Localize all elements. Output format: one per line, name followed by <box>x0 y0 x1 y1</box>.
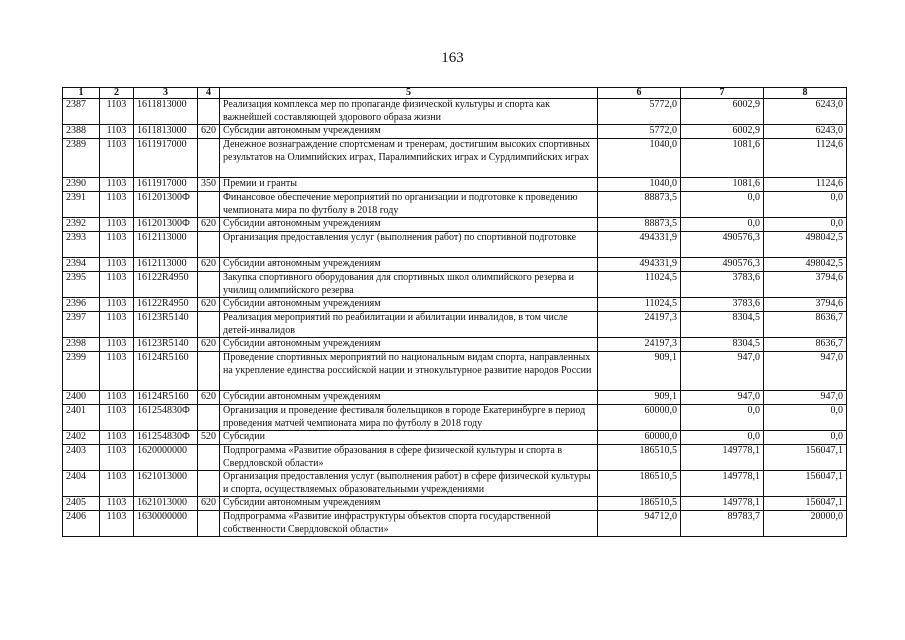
section-code: 1103 <box>100 312 134 338</box>
section-code: 1103 <box>100 338 134 352</box>
row-number: 2400 <box>63 391 100 405</box>
amount-col-8: 1124,6 <box>764 139 847 178</box>
target-article-code: 161254830Ф <box>134 405 198 431</box>
target-article-code: 1621013000 <box>134 471 198 497</box>
target-article-code: 16124R5160 <box>134 391 198 405</box>
row-number: 2394 <box>63 258 100 272</box>
row-name: Субсидии автономным учреждениям <box>220 497 598 511</box>
amount-col-8: 0,0 <box>764 431 847 445</box>
amount-col-6: 186510,5 <box>598 445 681 471</box>
table-body <box>63 99 847 537</box>
expense-type-code <box>198 511 220 537</box>
target-article-code: 1612113000 <box>134 258 198 272</box>
section-code: 1103 <box>100 258 134 272</box>
expense-type-code <box>198 312 220 338</box>
section-code: 1103 <box>100 445 134 471</box>
table-row <box>63 125 847 139</box>
row-name: Проведение спортивных мероприятий по национальным видам спорта, направленных на укрепление единства российской нации и этнокультурное развитие народов России <box>220 352 598 391</box>
row-name: Закупка спортивного оборудования для спортивных школ олимпийского резерва и училищ олимпийского резерва <box>220 272 598 298</box>
row-number: 2401 <box>63 405 100 431</box>
amount-col-6: 494331,9 <box>598 258 681 272</box>
row-number: 2399 <box>63 352 100 391</box>
header-col-6: 6 <box>598 88 681 99</box>
amount-col-8: 947,0 <box>764 391 847 405</box>
table-row <box>63 312 847 338</box>
amount-col-7: 490576,3 <box>681 232 764 258</box>
amount-col-8: 498042,5 <box>764 232 847 258</box>
table-row <box>63 391 847 405</box>
amount-col-7: 947,0 <box>681 352 764 391</box>
header-col-5: 5 <box>220 88 598 99</box>
row-name: Субсидии автономным учреждениям <box>220 258 598 272</box>
table-row <box>63 352 847 391</box>
target-article-code: 161201300Ф <box>134 192 198 218</box>
expense-type-code <box>198 445 220 471</box>
amount-col-8: 3794,6 <box>764 272 847 298</box>
header-col-2: 2 <box>100 88 134 99</box>
header-col-1: 1 <box>63 88 100 99</box>
target-article-code: 1611813000 <box>134 125 198 139</box>
amount-col-6: 94712,0 <box>598 511 681 537</box>
row-name: Субсидии автономным учреждениям <box>220 298 598 312</box>
row-name: Субсидии автономным учреждениям <box>220 218 598 232</box>
amount-col-6: 60000,0 <box>598 431 681 445</box>
amount-col-6: 494331,9 <box>598 232 681 258</box>
amount-col-6: 1040,0 <box>598 139 681 178</box>
target-article-code: 16122R4950 <box>134 298 198 312</box>
amount-col-6: 186510,5 <box>598 497 681 511</box>
section-code: 1103 <box>100 125 134 139</box>
target-article-code: 161254830Ф <box>134 431 198 445</box>
target-article-code: 161201300Ф <box>134 218 198 232</box>
target-article-code: 16122R4950 <box>134 272 198 298</box>
amount-col-7: 3783,6 <box>681 298 764 312</box>
header-col-4: 4 <box>198 88 220 99</box>
row-name: Денежное вознаграждение спортсменам и тренерам, достигшим высоких спортивных результатов на Олимпийских играх, Паралимпийских играх и Сурдлимпийских играх <box>220 139 598 178</box>
expense-type-code <box>198 471 220 497</box>
table-row <box>63 232 847 258</box>
expense-type-code: 620 <box>198 125 220 139</box>
section-code: 1103 <box>100 218 134 232</box>
expense-type-code: 620 <box>198 391 220 405</box>
table-row <box>63 405 847 431</box>
amount-col-8: 3794,6 <box>764 298 847 312</box>
row-name: Премии и гранты <box>220 178 598 192</box>
amount-col-7: 6002,9 <box>681 125 764 139</box>
row-number: 2396 <box>63 298 100 312</box>
header-col-8: 8 <box>764 88 847 99</box>
table-row <box>63 258 847 272</box>
amount-col-8: 156047,1 <box>764 497 847 511</box>
target-article-code: 1621013000 <box>134 497 198 511</box>
expense-type-code: 520 <box>198 431 220 445</box>
section-code: 1103 <box>100 497 134 511</box>
row-number: 2404 <box>63 471 100 497</box>
table-row <box>63 338 847 352</box>
amount-col-7: 149778,1 <box>681 445 764 471</box>
row-name: Реализация комплекса мер по пропаганде физической культуры и спорта как важнейшей составляющей здорового образа жизни <box>220 99 598 125</box>
row-number: 2403 <box>63 445 100 471</box>
amount-col-7: 1081,6 <box>681 178 764 192</box>
table-row <box>63 445 847 471</box>
section-code: 1103 <box>100 298 134 312</box>
header-col-3: 3 <box>134 88 198 99</box>
table-row <box>63 272 847 298</box>
amount-col-6: 88873,5 <box>598 218 681 232</box>
row-number: 2402 <box>63 431 100 445</box>
row-number: 2392 <box>63 218 100 232</box>
target-article-code: 1612113000 <box>134 232 198 258</box>
amount-col-8: 8636,7 <box>764 312 847 338</box>
section-code: 1103 <box>100 471 134 497</box>
amount-col-6: 24197,3 <box>598 312 681 338</box>
amount-col-7: 149778,1 <box>681 471 764 497</box>
amount-col-6: 24197,3 <box>598 338 681 352</box>
amount-col-7: 947,0 <box>681 391 764 405</box>
amount-col-6: 60000,0 <box>598 405 681 431</box>
table-row <box>63 192 847 218</box>
section-code: 1103 <box>100 192 134 218</box>
amount-col-8: 947,0 <box>764 352 847 391</box>
target-article-code: 1611813000 <box>134 99 198 125</box>
row-number: 2393 <box>63 232 100 258</box>
section-code: 1103 <box>100 511 134 537</box>
row-name: Субсидии автономным учреждениям <box>220 391 598 405</box>
amount-col-7: 8304,5 <box>681 338 764 352</box>
amount-col-7: 1081,6 <box>681 139 764 178</box>
row-number: 2391 <box>63 192 100 218</box>
amount-col-6: 11024,5 <box>598 298 681 312</box>
budget-table <box>62 87 847 537</box>
amount-col-6: 11024,5 <box>598 272 681 298</box>
amount-col-6: 88873,5 <box>598 192 681 218</box>
section-code: 1103 <box>100 178 134 192</box>
row-name: Организация предоставления услуг (выполнения работ) в сфере физической культуры и спорта, осуществляемых образовательными учреждениями <box>220 471 598 497</box>
amount-col-6: 186510,5 <box>598 471 681 497</box>
section-code: 1103 <box>100 139 134 178</box>
row-number: 2389 <box>63 139 100 178</box>
row-name: Подпрограмма «Развитие инфраструктуры объектов спорта государственной собственности Свердловской области» <box>220 511 598 537</box>
expense-type-code: 620 <box>198 298 220 312</box>
amount-col-7: 0,0 <box>681 192 764 218</box>
amount-col-8: 6243,0 <box>764 125 847 139</box>
amount-col-8: 6243,0 <box>764 99 847 125</box>
amount-col-6: 909,1 <box>598 352 681 391</box>
target-article-code: 16123R5140 <box>134 312 198 338</box>
amount-col-8: 156047,1 <box>764 471 847 497</box>
header-col-7: 7 <box>681 88 764 99</box>
row-number: 2390 <box>63 178 100 192</box>
row-number: 2387 <box>63 99 100 125</box>
target-article-code: 1630000000 <box>134 511 198 537</box>
amount-col-7: 89783,7 <box>681 511 764 537</box>
target-article-code: 1611917000 <box>134 178 198 192</box>
section-code: 1103 <box>100 405 134 431</box>
amount-col-6: 1040,0 <box>598 178 681 192</box>
expense-type-code <box>198 405 220 431</box>
expense-type-code <box>198 272 220 298</box>
amount-col-8: 1124,6 <box>764 178 847 192</box>
expense-type-code <box>198 232 220 258</box>
row-name: Финансовое обеспечение мероприятий по организации и подготовке к проведению чемпионата мира по футболу в 2018 году <box>220 192 598 218</box>
amount-col-8: 156047,1 <box>764 445 847 471</box>
table-row <box>63 178 847 192</box>
target-article-code: 16123R5140 <box>134 338 198 352</box>
row-name: Субсидии автономным учреждениям <box>220 125 598 139</box>
amount-col-6: 5772,0 <box>598 99 681 125</box>
amount-col-7: 149778,1 <box>681 497 764 511</box>
amount-col-7: 490576,3 <box>681 258 764 272</box>
section-code: 1103 <box>100 391 134 405</box>
row-name: Субсидии <box>220 431 598 445</box>
table-row <box>63 471 847 497</box>
expense-type-code <box>198 352 220 391</box>
expense-type-code: 620 <box>198 497 220 511</box>
amount-col-6: 909,1 <box>598 391 681 405</box>
row-number: 2405 <box>63 497 100 511</box>
target-article-code: 16124R5160 <box>134 352 198 391</box>
expense-type-code: 350 <box>198 178 220 192</box>
section-code: 1103 <box>100 232 134 258</box>
expense-type-code: 620 <box>198 258 220 272</box>
row-name: Реализация мероприятий по реабилитации и абилитации инвалидов, в том числе детей-инвалидов <box>220 312 598 338</box>
target-article-code: 1611917000 <box>134 139 198 178</box>
amount-col-7: 3783,6 <box>681 272 764 298</box>
amount-col-7: 6002,9 <box>681 99 764 125</box>
row-name: Подпрограмма «Развитие образования в сфере физической культуры и спорта в Свердловской области» <box>220 445 598 471</box>
row-name: Субсидии автономным учреждениям <box>220 338 598 352</box>
amount-col-7: 0,0 <box>681 405 764 431</box>
row-number: 2395 <box>63 272 100 298</box>
table-row <box>63 511 847 537</box>
amount-col-8: 0,0 <box>764 218 847 232</box>
table-row <box>63 298 847 312</box>
section-code: 1103 <box>100 272 134 298</box>
amount-col-8: 0,0 <box>764 405 847 431</box>
row-name: Организация и проведение фестиваля болельщиков в городе Екатеринбурге в период проведения матчей чемпионата мира по футболу в 2018 году <box>220 405 598 431</box>
amount-col-7: 0,0 <box>681 431 764 445</box>
amount-col-8: 20000,0 <box>764 511 847 537</box>
section-code: 1103 <box>100 99 134 125</box>
table-row <box>63 139 847 178</box>
section-code: 1103 <box>100 352 134 391</box>
amount-col-8: 0,0 <box>764 192 847 218</box>
expense-type-code <box>198 99 220 125</box>
row-number: 2388 <box>63 125 100 139</box>
amount-col-7: 8304,5 <box>681 312 764 338</box>
table-row <box>63 218 847 232</box>
row-number: 2406 <box>63 511 100 537</box>
expense-type-code <box>198 139 220 178</box>
amount-col-7: 0,0 <box>681 218 764 232</box>
row-name: Организация предоставления услуг (выполнения работ) по спортивной подготовке <box>220 232 598 258</box>
row-number: 2397 <box>63 312 100 338</box>
page-number: 163 <box>441 50 464 66</box>
table-row <box>63 497 847 511</box>
table-row <box>63 99 847 125</box>
expense-type-code <box>198 192 220 218</box>
expense-type-code: 620 <box>198 218 220 232</box>
expense-type-code: 620 <box>198 338 220 352</box>
row-number: 2398 <box>63 338 100 352</box>
amount-col-8: 498042,5 <box>764 258 847 272</box>
target-article-code: 1620000000 <box>134 445 198 471</box>
section-code: 1103 <box>100 431 134 445</box>
table-row <box>63 431 847 445</box>
amount-col-8: 8636,7 <box>764 338 847 352</box>
table-header-row <box>63 88 847 99</box>
amount-col-6: 5772,0 <box>598 125 681 139</box>
